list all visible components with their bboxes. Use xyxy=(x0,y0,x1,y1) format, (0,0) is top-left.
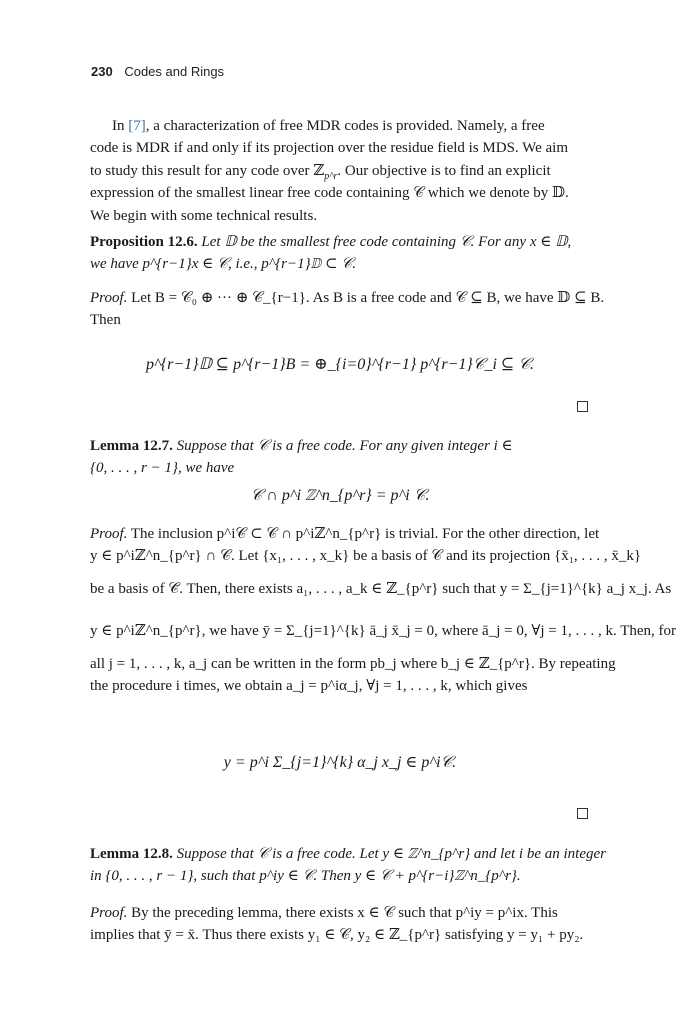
citation-link[interactable]: [7] xyxy=(128,118,146,134)
proposition-proof xyxy=(90,287,605,332)
lemma-12-8 xyxy=(90,843,606,888)
proof-line-1: Let B = 𝒞₀ ⊕ ··· ⊕ 𝒞_{r−1}. As B is a free code and 𝒞 ⊆ B, we have 𝔻 ⊆ B. xyxy=(131,290,605,306)
equation-lemma-12-7: 𝒞 ∩ p^i ℤ^n_{p^r} = p^i 𝒞. xyxy=(250,487,430,504)
equation-prop-12-6: p^{r−1}𝔻 ⊆ p^{r−1}B = ⊕_{i=0}^{r−1} p^{r−1}𝒞_i ⊆ 𝒞. xyxy=(146,356,534,373)
lemma-statement-1: Suppose that 𝒞 is a free code. Let y ∈ ℤ^n_{p^r} and let i be an integer xyxy=(176,846,606,862)
proof-line-1: By the preceding lemma, there exists x ∈ 𝒞 such that p^iy = p^ix. This xyxy=(131,905,558,921)
proof-line-2: Then xyxy=(90,312,121,329)
proof-line-5: all j = 1, . . . , k, a_j can be written in the form pb_j where b_j ∈ ℤ_{p^r}. By repeating xyxy=(90,655,616,672)
lemma-statement-2: {0, . . . , r − 1}, we have xyxy=(90,460,235,477)
proof-label: Proof. xyxy=(90,905,128,921)
intro-line-4: expression of the smallest linear free code containing 𝒞 which we denote by 𝔻. xyxy=(90,185,569,202)
proof-line-3: be a basis of 𝒞̄. Then, there exists a₁, . . . , a_k ∈ ℤ_{p^r} such that y = Σ_{j=1}^{k} a_j x_j. As xyxy=(90,580,672,597)
page-number: 230 xyxy=(91,64,113,79)
intro-line-3: to study this result for any code over ℤ$_{p\^{}r}$. Our objective is to find an explicit xyxy=(90,162,551,182)
proof-label: Proof. xyxy=(90,526,128,542)
proof-line-1: The inclusion p^i𝒞 ⊂ 𝒞 ∩ p^iℤ^n_{p^r} is trivial. For the other direction, let xyxy=(130,526,600,542)
equation-lemma-12-7-result: y = p^i Σ_{j=1}^{k} α_j x_j ∈ p^i𝒞. xyxy=(223,754,457,771)
intro-line-2: code is MDR if and only if its projection over the residue field is MDS. We aim xyxy=(90,140,569,157)
lemma-12-7 xyxy=(90,435,590,480)
proof-line-2: y ∈ p^iℤ^n_{p^r} ∩ 𝒞. Let {x₁, . . . , x_k} be a basis of 𝒞 and its projection {x̄₁, . . . , x̄_k} xyxy=(90,548,642,565)
proposition-label: Proposition 12.6. xyxy=(90,234,198,250)
intro-line-1: In [7], a characterization of free MDR codes is provided. Namely, a free xyxy=(112,118,545,134)
lemma-12-7-proof xyxy=(90,523,677,697)
qed-box xyxy=(577,401,588,412)
intro-line-5: We begin with some technical results. xyxy=(90,207,318,224)
lemma-statement-1: Suppose that 𝒞 is a free code. For any given integer i ∈ xyxy=(176,438,513,454)
intro-paragraph xyxy=(90,115,590,227)
lemma-label: Lemma 12.8. xyxy=(90,846,173,862)
running-header xyxy=(91,64,224,79)
proof-line-2: implies that ȳ = x̄. Thus there exists y₁ ∈ 𝒞, y₂ ∈ ℤ_{p^r} satisfying y = y₁ + py₂. xyxy=(90,927,584,944)
lemma-12-8-proof xyxy=(90,902,590,947)
proposition-statement-1: Let 𝔻 be the smallest free code containing 𝒞. For any x ∈ 𝔻, xyxy=(201,234,572,250)
proposition-12-6 xyxy=(90,231,590,276)
proposition-statement-2: we have p^{r−1}x ∈ 𝒞, i.e., p^{r−1}𝔻 ⊂ 𝒞. xyxy=(90,256,356,273)
running-title: Codes and Rings xyxy=(124,64,225,79)
proof-line-4: y ∈ p^iℤ^n_{p^r}, we have ȳ = Σ_{j=1}^{k} ā_j x̄_j = 0, where ā_j = 0, ∀j = 1, . . . , k. Then, for xyxy=(90,623,677,640)
proof-label: Proof. xyxy=(90,290,128,306)
qed-box xyxy=(577,808,588,819)
lemma-statement-2: in {0, . . . , r − 1}, such that p^iy ∈ 𝒞. Then y ∈ 𝒞 + p^{r−i}ℤ^n_{p^r}. xyxy=(90,868,521,885)
proof-line-6: the procedure i times, we obtain a_j = p^iα_j, ∀j = 1, . . . , k, which gives xyxy=(90,678,528,695)
lemma-label: Lemma 12.7. xyxy=(90,438,173,454)
